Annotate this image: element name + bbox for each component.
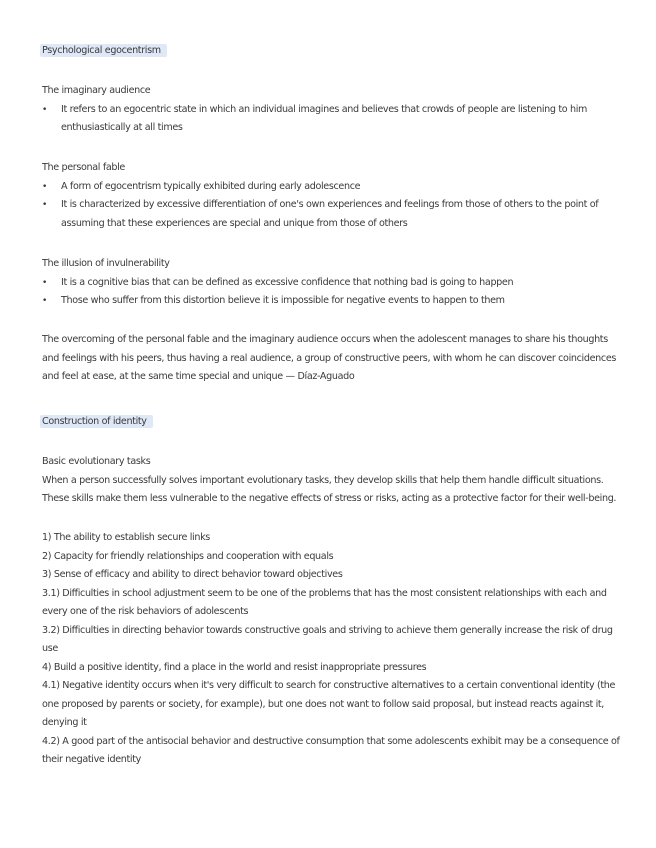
bullet-item: • Those who suffer from this distortion believe it is impossible for negative events to happen to them — [42, 292, 624, 311]
subheading-basic-tasks: Basic evolutionary tasks — [42, 456, 151, 467]
personal-fable-block — [42, 159, 624, 233]
list-item: 1) The ability to establish secure links — [42, 532, 210, 543]
subheading-invulnerability: The illusion of invulnerability — [42, 258, 170, 269]
bullet-item: • It is a cognitive bias that can be defined as excessive confidence that nothing bad is going to happen — [42, 274, 624, 293]
list-item: 2) Capacity for friendly relationships and cooperation with equals — [42, 550, 334, 562]
list-item: 4.1) Negative identity occurs when it's very difficult to search for constructive alternatives to a certain conventional identity (the one proposed by parents or society, for example), but one does not want to follow said proposal, but instead reacts against it, denying it — [42, 680, 616, 728]
subheading-personal-fable: The personal fable — [42, 162, 125, 173]
tasks-list — [42, 529, 624, 770]
imaginary-audience-block — [42, 82, 624, 138]
tasks-paragraph: When a person successfully solves important evolutionary tasks, they develop skills that help them handle difficult situations. These skills make them less vulnerable to the negative effects of stress or risks, acting as a protective factor for their well-being. — [42, 474, 617, 504]
section-heading: Psychological egocentrism — [40, 44, 167, 57]
heading-construction-of-identity — [42, 415, 624, 428]
heading-psychological-egocentrism — [42, 44, 624, 57]
bullet-item: • A form of egocentrism typically exhibited during early adolescence — [42, 178, 624, 197]
invulnerability-block — [42, 255, 624, 311]
subheading-imaginary-audience: The imaginary audience — [42, 85, 151, 96]
list-item: 4.2) A good part of the antisocial behavior and destructive consumption that some adolescents exhibit may be a consequence of their negative identity — [42, 735, 620, 765]
section-heading: Construction of identity — [40, 415, 153, 428]
tasks-block — [42, 453, 624, 509]
summary-paragraph: The overcoming of the personal fable and the imaginary audience occurs when the adolescent manages to share his thoughts and feelings with his peers, thus having a real audience, a group of constructive peers, with whom he can discover coincidences and feel at ease, at the same time special and unique — Díaz-Aguado — [42, 334, 617, 382]
bullet-item: • It is characterized by excessive differentiation of one's own experiences and feelings from those of others to the point of assuming that these experiences are special and unique from those of others — [42, 196, 624, 233]
list-item: 3.1) Difficulties in school adjustment seem to be one of the problems that has the most consistent relationships with each and every one of the risk behaviors of adolescents — [42, 587, 607, 617]
bullet-item: • It refers to an egocentric state in which an individual imagines and believes that crowds of people are listening to him enthusiastically at all times — [42, 101, 624, 138]
list-item: 3) Sense of efficacy and ability to direct behavior toward objectives — [42, 569, 343, 580]
list-item: 4) Build a positive identity, find a place in the world and resist inappropriate pressures — [42, 661, 427, 673]
list-item: 3.2) Difficulties in directing behavior towards constructive goals and striving to achieve them generally increase the risk of drug use — [42, 624, 613, 654]
